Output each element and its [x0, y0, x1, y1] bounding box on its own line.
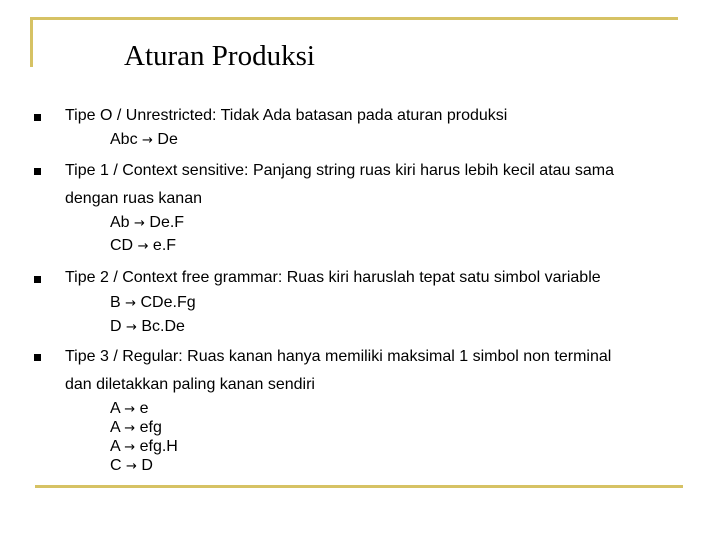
arrow-icon: → [137, 239, 149, 254]
item-4-heading-line-1: Tipe 3 / Regular: Ruas kanan hanya memiliki maksimal 1 simbol non terminal [65, 348, 612, 365]
item-3-heading: Tipe 2 / Context free grammar: Ruas kiri haruslah tepat satu simbol variable [65, 269, 601, 286]
arrow-icon: → [125, 296, 137, 311]
item-4-production-3: A → efg.H [110, 438, 178, 455]
item-2-heading-line-1: Tipe 1 / Context sensitive: Panjang string ruas kiri harus lebih kecil atau sama [65, 162, 615, 179]
arrow-icon: → [134, 216, 145, 231]
item-3-production-2: D → Bc.De [110, 318, 185, 335]
item-1-heading: Tipe O / Unrestricted: Tidak Ada batasan pada aturan produksi [65, 107, 508, 124]
item-1-production-1: Abc → De [110, 131, 178, 148]
item-3-production-1: B → CDe.Fg [110, 294, 196, 311]
bullet-icon [34, 114, 41, 121]
arrow-icon: → [126, 320, 137, 335]
arrow-icon: → [142, 133, 153, 148]
item-4-heading-line-2: dan diletakkan paling kanan sendiri [65, 376, 315, 393]
arrow-icon: → [126, 459, 137, 474]
frame-top-line [30, 17, 678, 20]
arrow-icon: → [124, 402, 136, 417]
item-2-production-2: CD → e.F [110, 237, 177, 254]
arrow-icon: → [124, 440, 136, 455]
item-4-production-2: A → efg [110, 419, 162, 436]
item-2-heading-line-2: dengan ruas kanan [65, 190, 202, 207]
bullet-icon [34, 354, 41, 361]
item-4-production-1: A → e [110, 400, 149, 417]
frame-left-line [30, 17, 33, 67]
item-4-production-4: C → D [110, 457, 153, 474]
bullet-icon [34, 168, 41, 175]
item-2-production-1: Ab → De.F [110, 214, 185, 231]
frame-bottom-line [35, 485, 683, 488]
slide-title: Aturan Produksi [124, 40, 315, 72]
arrow-icon: → [124, 421, 136, 436]
bullet-icon [34, 276, 41, 283]
